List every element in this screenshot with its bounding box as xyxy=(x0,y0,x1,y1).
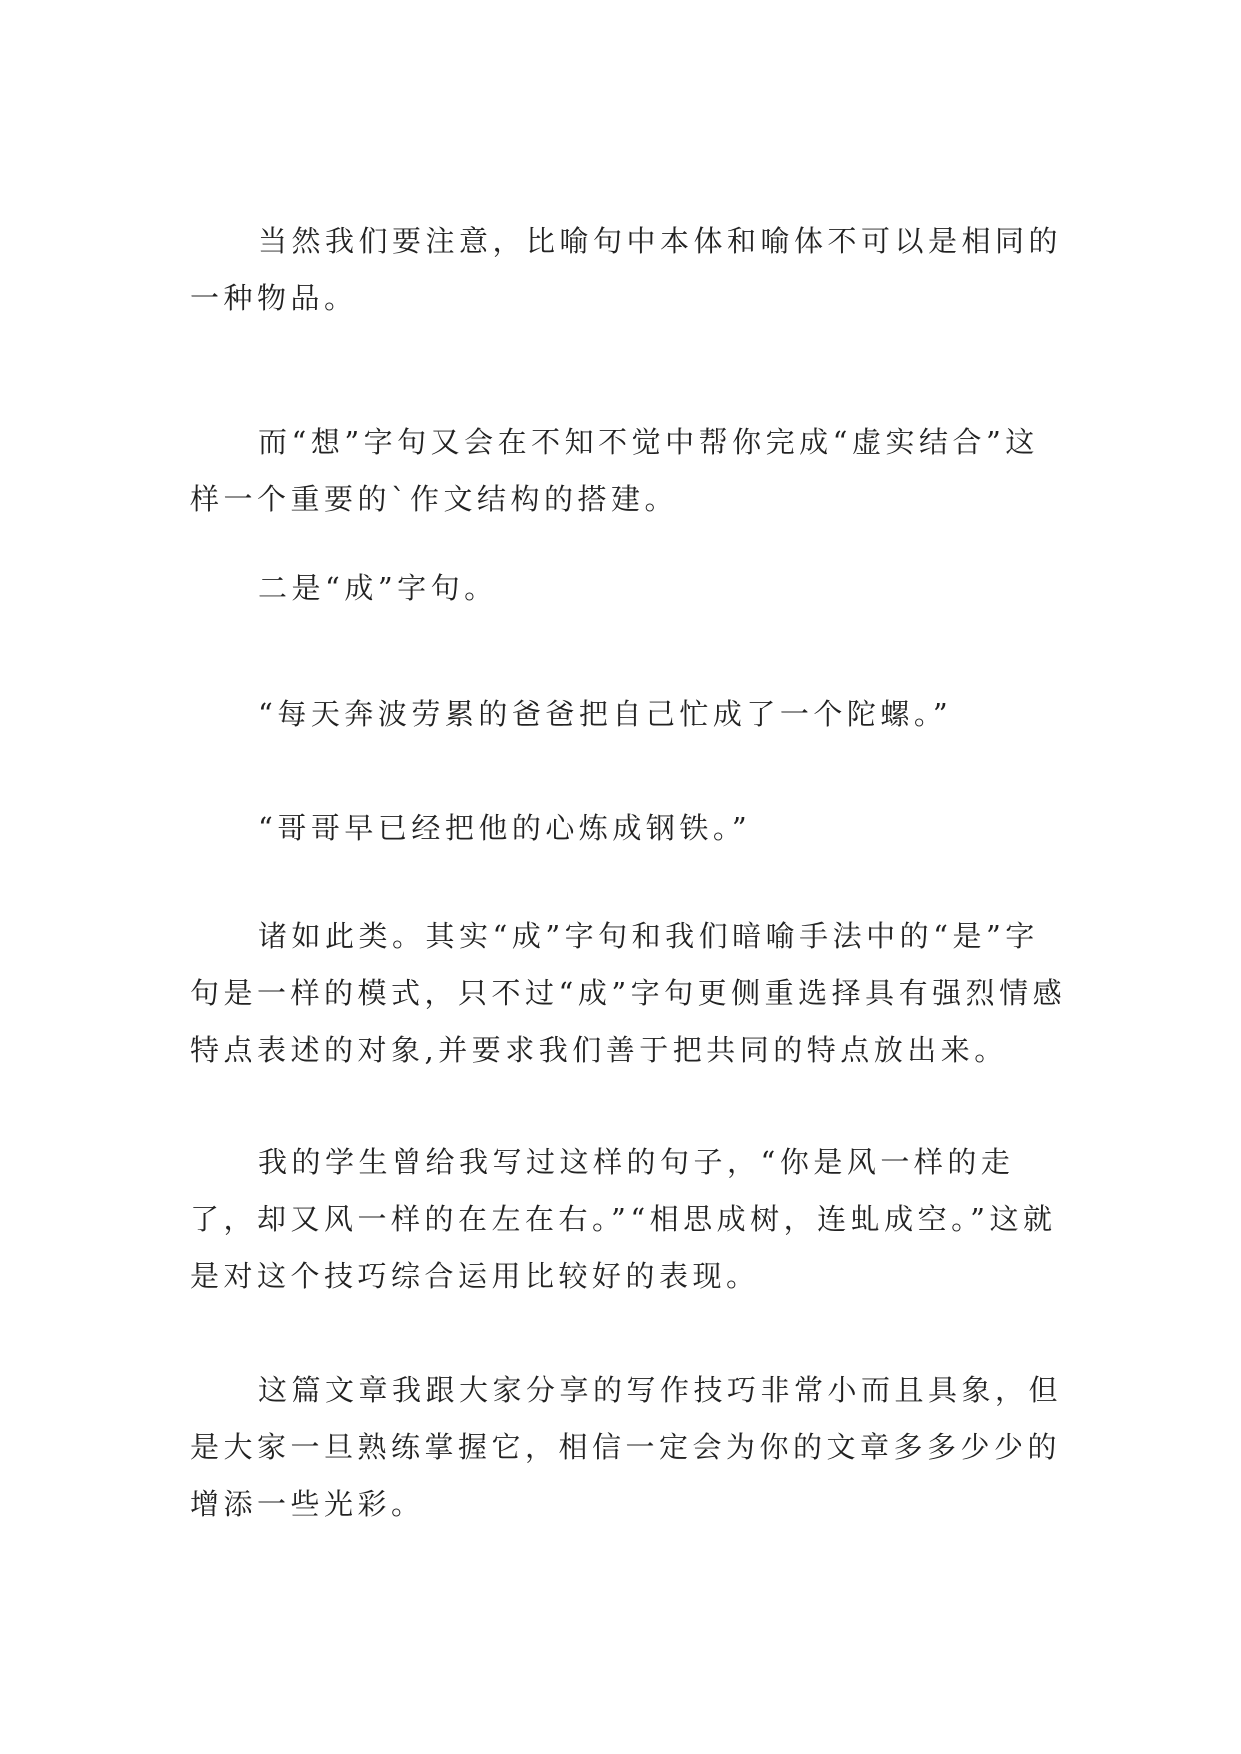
paragraph: 我的学生曾给我写过这样的句子，“你是风一样的走了，却又风一样的在左在右。”“相思成树，连虬成空。”这就是对这个技巧综合运用比较好的表现。 xyxy=(190,1145,1057,1293)
paragraph: 这篇文章我跟大家分享的写作技巧非常小而且具象，但是大家一旦熟练掌握它，相信一定会为你的文章多多少少的增添一些光彩。 xyxy=(190,1373,1063,1521)
paragraph: 当然我们要注意，比喻句中本体和喻体不可以是相同的一种物品。 xyxy=(190,224,1063,315)
paragraph: 二是“成”字句。 xyxy=(258,571,498,605)
paragraph: “每天奔波劳累的爸爸把自己忙成了一个陀螺。” xyxy=(258,697,953,731)
paragraph: 而“想”字句又会在不知不觉中帮你完成“虚实结合”这样一个重要的`作文结构的搭建。 xyxy=(190,425,1039,516)
paragraph: 诸如此类。其实“成”字句和我们暗喻手法中的“是”字句是一样的模式，只不过“成”字句更侧重选择具有强烈情感特点表述的对象,并要求我们善于把共同的特点放出来。 xyxy=(190,919,1067,1067)
paragraph: “哥哥早已经把他的心炼成钢铁。” xyxy=(258,811,752,845)
